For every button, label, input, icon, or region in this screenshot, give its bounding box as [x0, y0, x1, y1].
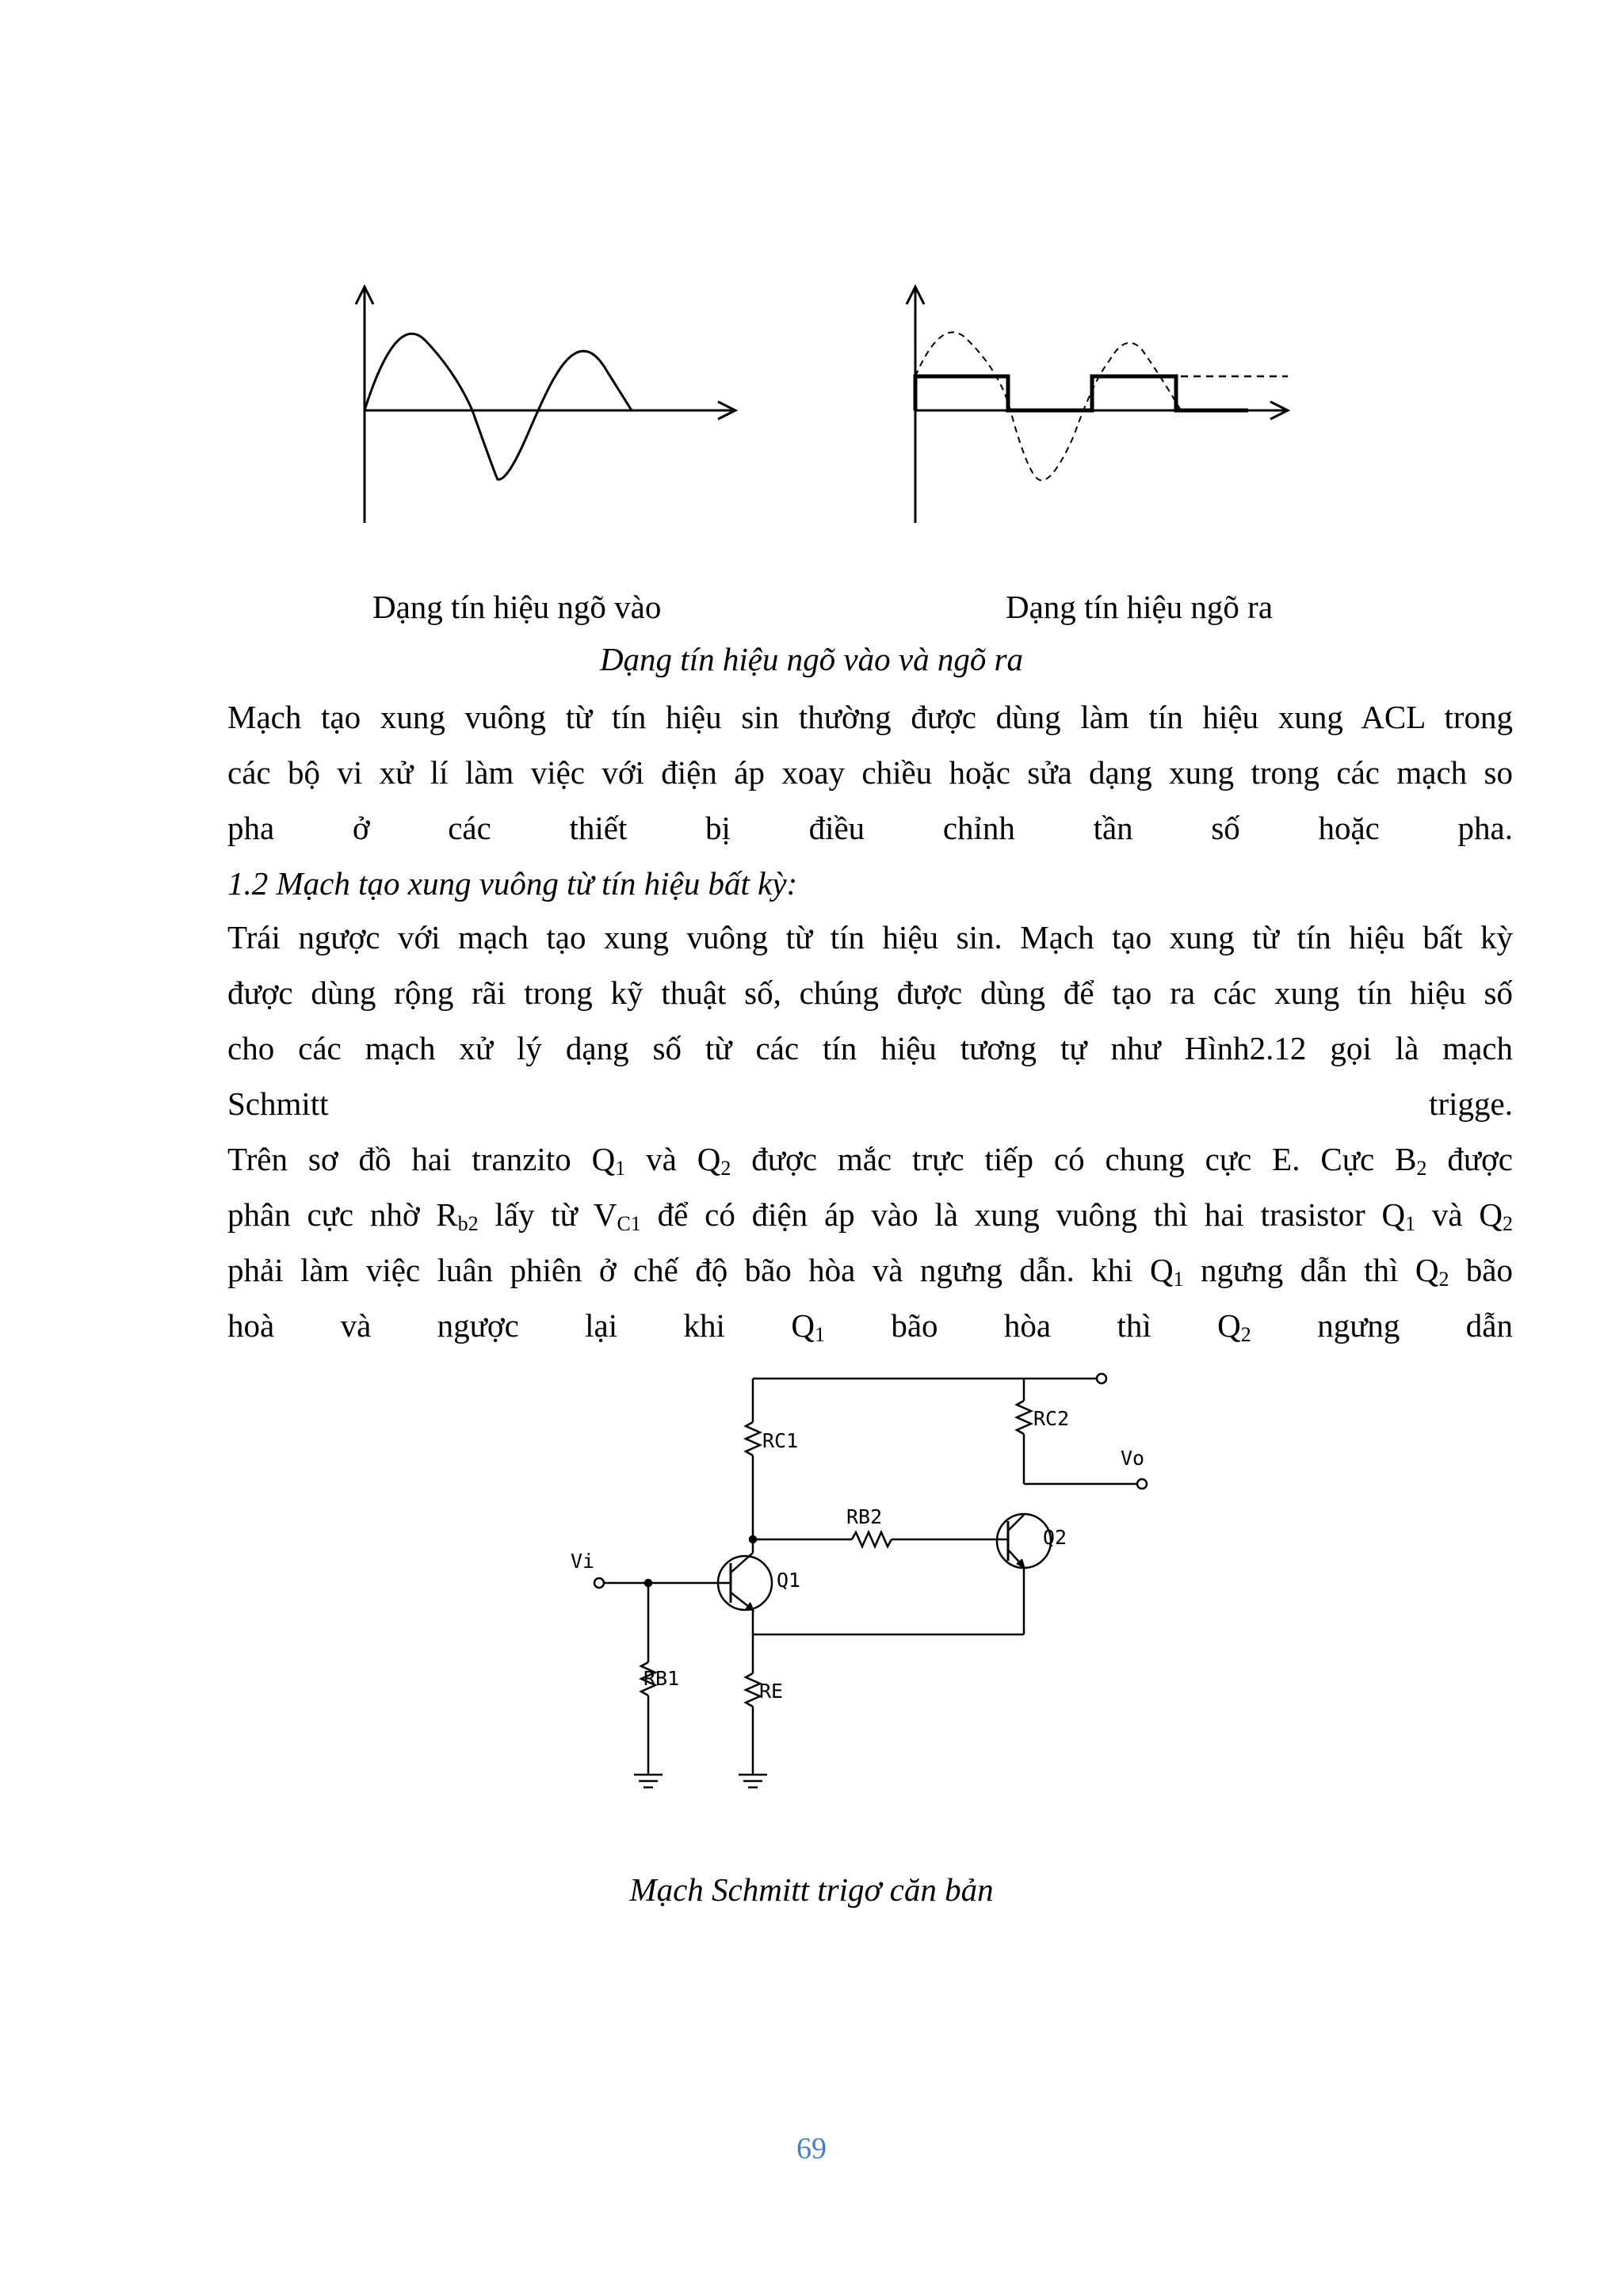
circuit-caption: Mạch Schmitt trigơ căn bản — [629, 1871, 994, 1908]
label-re: RE — [759, 1680, 784, 1703]
paragraph-1 — [227, 689, 1513, 856]
schmitt-trigger-circuit — [594, 1374, 1147, 1787]
figure1-caption: Dạng tín hiệu ngõ vào và ngõ ra — [599, 641, 1024, 677]
paragraph-3 — [227, 1131, 1513, 1353]
paragraph-line: các bộ vi xử lí làm việc với điện áp xoay chiều hoặc sửa dạng xung trong các mạch so — [227, 754, 1513, 791]
output-waveform-label: Dạng tín hiệu ngõ ra — [1006, 589, 1274, 625]
label-rc1: RC1 — [762, 1429, 799, 1452]
input-waveform — [356, 287, 735, 523]
input-waveform-label: Dạng tín hiệu ngõ vào — [372, 589, 662, 625]
label-vi: Vi — [571, 1550, 595, 1573]
label-q2: Q2 — [1043, 1526, 1067, 1549]
page-number: 69 — [796, 2132, 827, 2165]
paragraph-line: Schmitt trigge. — [227, 1085, 1513, 1122]
label-rc2: RC2 — [1033, 1407, 1070, 1430]
label-rb1: RB1 — [643, 1667, 680, 1690]
paragraph-line: pha ở các thiết bị điều chỉnh tần số hoặc pha. — [227, 810, 1513, 846]
output-waveform — [907, 287, 1288, 523]
paragraph-line: Trên sơ đồ hai tranzito $Q_1$ và $Q_2$ được mắc trực tiếp có chung cực E. Cực $B_2$ được — [227, 1141, 1514, 1180]
section-heading: 1.2 Mạch tạo xung vuông từ tín hiệu bất kỳ: — [227, 865, 798, 902]
paragraph-line: Trái ngược với mạch tạo xung vuông từ tín hiệu sin. Mạch tạo xung từ tín hiệu bất kỳ — [227, 919, 1513, 955]
paragraph-2 — [227, 910, 1513, 1131]
paragraph-line: phải làm việc luân phiên ở chế độ bão hòa và ngưng dẫn. khi $Q_1$ ngưng dẫn thì $Q_2$ bão — [227, 1252, 1514, 1291]
label-q1: Q1 — [777, 1569, 801, 1592]
paragraph-line: hoà và ngược lại khi $Q_1$ bão hòa thì $Q_2$ ngưng dẫn — [227, 1307, 1513, 1346]
paragraph-line: Mạch tạo xung vuông từ tín hiệu sin thường được dùng làm tín hiệu xung ACL trong — [227, 699, 1513, 735]
paragraph-line: được dùng rộng rãi trong kỹ thuật số, chúng được dùng để tạo ra các xung tín hiệu số — [227, 974, 1513, 1011]
paragraph-line: phân cực nhờ $R_{b2}$ lấy từ $V_{C1}$ để có điện áp vào là xung vuông thì hai trasistor $Q_1$ và $Q_2$ — [227, 1196, 1514, 1235]
label-vo: Vo — [1121, 1447, 1145, 1470]
label-rb2: RB2 — [846, 1505, 883, 1528]
paragraph-line: cho các mạch xử lý dạng số từ các tín hiệu tương tự như Hình2.12 gọi là mạch — [227, 1030, 1513, 1066]
